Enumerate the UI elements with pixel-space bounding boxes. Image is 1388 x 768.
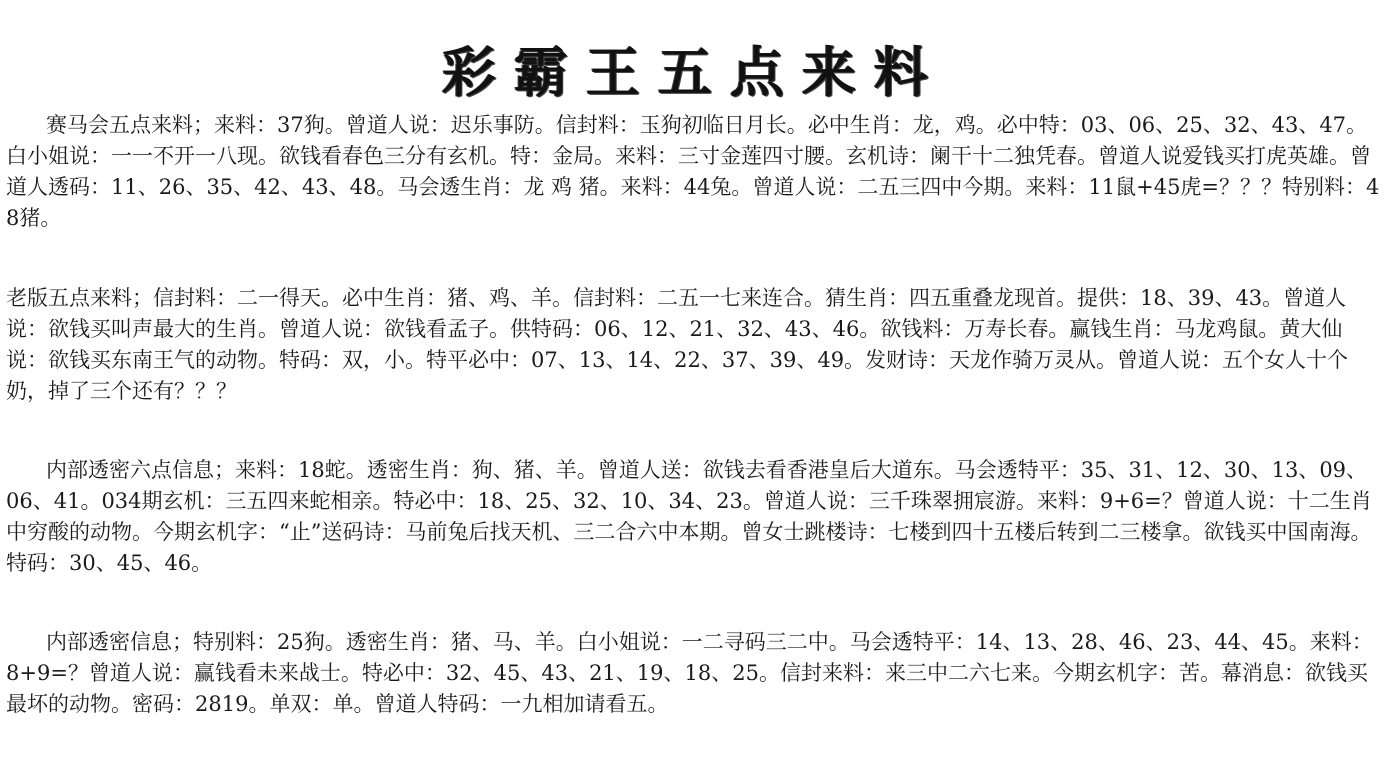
page-title: 彩霸王五点来料: [442, 41, 946, 104]
section-4-text: 内部透密信息；特别料：25狗。透密生肖：猪、马、羊。白小姐说：一二寻码三二中。马会透特平：14、13、28、46、23、44、45。来料：8+9=？曾道人说：赢钱看未来战士。特必中：32、45、43、21、19、18、25。信封来料：来三中二六七来。今期玄机字：苦。幕消息：欲钱买最坏的动物。密码：2819。单双：单。曾道人特码：一九相加请看五。: [6, 630, 1373, 716]
section-3-text: 内部透密六点信息；来料：18蛇。透密生肖：狗、猪、羊。曾道人送：欲钱去看香港皇后大道东。马会透特平：35、31、12、30、13、09、06、41。034期玄机：三五四来蛇相亲。特必中：18、25、32、10、34、23。曾道人说：三千珠翠拥宸游。来料：9+6=？曾道人说：十二生肖中穷酸的动物。今期玄机字：“止”送码诗：马前兔后找天机、三二合六中本期。曾女士跳楼诗：七楼到四十五楼后转到二三楼拿。欲钱买中国南海。特码：30、45、46。: [6, 458, 1372, 575]
section-2-text: 老版五点来料；信封料：二一得天。必中生肖：猪、鸡、羊。信封料：二五一七来连合。猜生肖：四五重叠龙现首。提供：18、39、43。曾道人说：欲钱买叫声最大的生肖。曾道人说：欲钱看孟子。供特码：06、12、21、32、43、46。欲钱料：万寿长春。赢钱生肖：马龙鸡鼠。黄大仙说：欲钱买东南王气的动物。特码：双，小。特平必中：07、13、14、22、37、39、49。发财诗：天龙作骑万灵从。曾道人说：五个女人十个奶，掉了三个还有？？？: [6, 286, 1349, 403]
section-1-text: 赛马会五点来料；来料：37狗。曾道人说：迟乐事防。信封料：玉狗初临日月长。必中生肖：龙，鸡。必中特：03、06、25、32、43、47。白小姐说：一一不开一八现。欲钱看春色三分有玄机。特：金局。来料：三寸金莲四寸腰。玄机诗：阑干十二独凭春。曾道人说爱钱买打虎英雄。曾道人透码：11、26、35、42、43、48。马会透生肖：龙 鸡 猪。来料：44兔。曾道人说：二五三四中今期。来料：11鼠+45虎=？？？特别料：48猪。: [6, 113, 1380, 230]
